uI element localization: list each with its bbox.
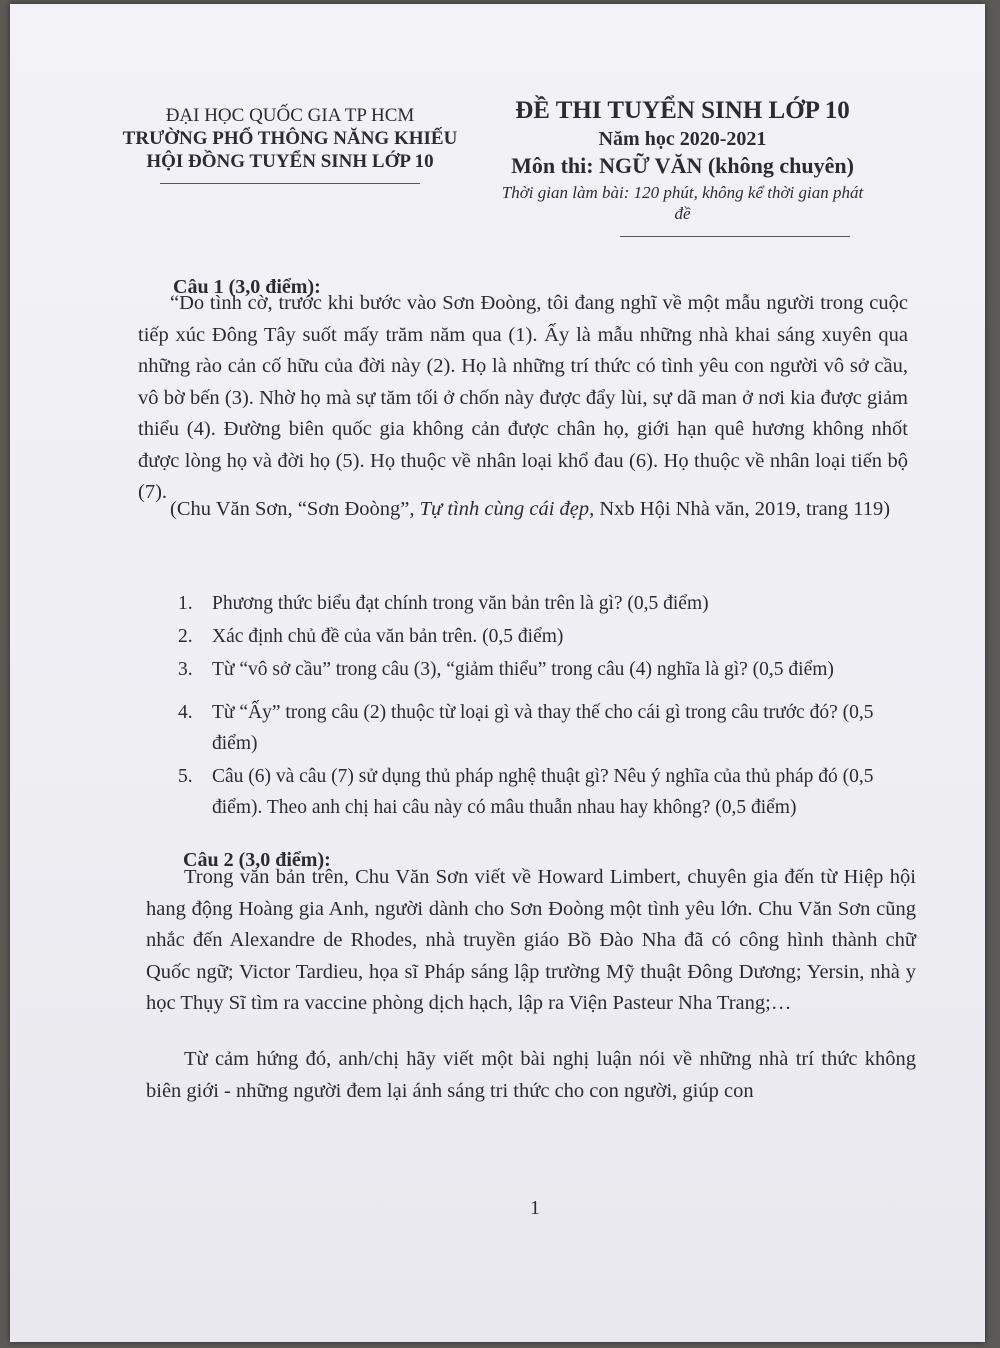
question-2-paragraph-1: Trong văn bản trên, Chu Văn Sơn viết về Howard Limbert, chuyên gia đến từ Hiệp hội hang động Hoàng gia Anh, người dành cho Sơn Đoòng một tình yêu lớn. Chu Văn Sơn cũng nhắc đến Alexandre de Rhodes, nhà truyền giáo Bồ Đào Nha đã có công hình thành chữ Quốc ngữ; Victor Tardieu, họa sĩ Pháp sáng lập trường Mỹ thuật Đông Dương; Yersin, nhà y học Thụy Sĩ tìm ra vaccine phòng dịch hạch, lập ra Viện Pasteur Nha Trang;… [146, 866, 916, 1014]
exam-divider [620, 236, 850, 237]
citation-author: (Chu Văn Sơn, “Sơn Đoòng”, [170, 498, 420, 520]
list-item: 3. Từ “vô sở cầu” trong câu (3), “giảm thiểu” trong câu (4) nghĩa là gì? (0,5 điểm) [178, 659, 834, 680]
org-line-3: HỘI ĐỒNG TUYỂN SINH LỚP 10 [146, 151, 434, 172]
list-item: 5. Câu (6) và câu (7) sử dụng thủ pháp nghệ thuật gì? Nêu ý nghĩa của thủ pháp đó (0,5 điểm). Theo anh chị hai câu này có mâu thuẫn nhau hay không? (0,5 điểm) [178, 766, 874, 818]
exam-subject: Môn thi: NGỮ VĂN (không chuyên) [511, 153, 854, 178]
question-1-heading: Câu 1 (3,0 điểm): [173, 276, 321, 298]
exam-paper [10, 4, 985, 1342]
list-item: 1. Phương thức biểu đạt chính trong văn bản trên là gì? (0,5 điểm) [178, 593, 709, 614]
question-2-paragraph-2: Từ cảm hứng đó, anh/chị hãy viết một bài nghị luận nói về những nhà trí thức không biên giới - những người đem lại ánh sáng tri thức cho con người, giúp con [146, 1048, 916, 1102]
org-line-1: ĐẠI HỌC QUỐC GIA TP HCM [165, 105, 415, 126]
question-1-passage: “Do tình cờ, trước khi bước vào Sơn Đoòng, tôi đang nghĩ về một mẫu người trong cuộc tiếp xúc Đông Tây suốt mấy trăm năm qua (1). Ấy là mẫu những nhà khai sáng xuyên qua những rào cản cố hữu của đời này (2). Họ là những trí thức có tình yêu con người vô sở cầu, vô bờ bến (3). Nhờ họ mà sự tăm tối ở chốn này được đẩy lùi, sự dã man ở nơi kia được giảm thiểu (4). Đường biên quốc gia không cản được chân họ, giới hạn quê hương không nhốt được lòng họ và đời họ (5). Họ thuộc về nhân loại khổ đau (6). Họ thuộc về nhân loại tiến bộ (7). [138, 292, 908, 503]
question-1-tasks [178, 588, 923, 825]
org-line-2: TRƯỜNG PHỔ THÔNG NĂNG KHIẾU [122, 128, 458, 149]
citation-publisher: , Nxb Hội Nhà văn, 2019, trang 119) [589, 498, 891, 520]
exam-time: Thời gian làm bài: 120 phút, không kể thời gian phát đề [501, 183, 864, 223]
citation-book-title: Tự tình cùng cái đẹp [419, 498, 590, 520]
org-divider [160, 183, 420, 184]
exam-year: Năm học 2020-2021 [598, 128, 767, 150]
question-2-heading: Câu 2 (3,0 điểm): [183, 849, 331, 871]
organization-header [115, 104, 465, 184]
question-1-citation [138, 494, 908, 526]
list-item: 2. Xác định chủ đề của văn bản trên. (0,5 điểm) [178, 626, 564, 647]
exam-title: ĐỀ THI TUYỂN SINH LỚP 10 [515, 97, 850, 124]
page-number: 1 [530, 1197, 540, 1219]
exam-header [490, 96, 875, 237]
list-item: 4. Từ “Ấy” trong câu (2) thuộc từ loại gì và thay thế cho cái gì trong câu trước đó? (0,5 điểm) [178, 702, 874, 754]
